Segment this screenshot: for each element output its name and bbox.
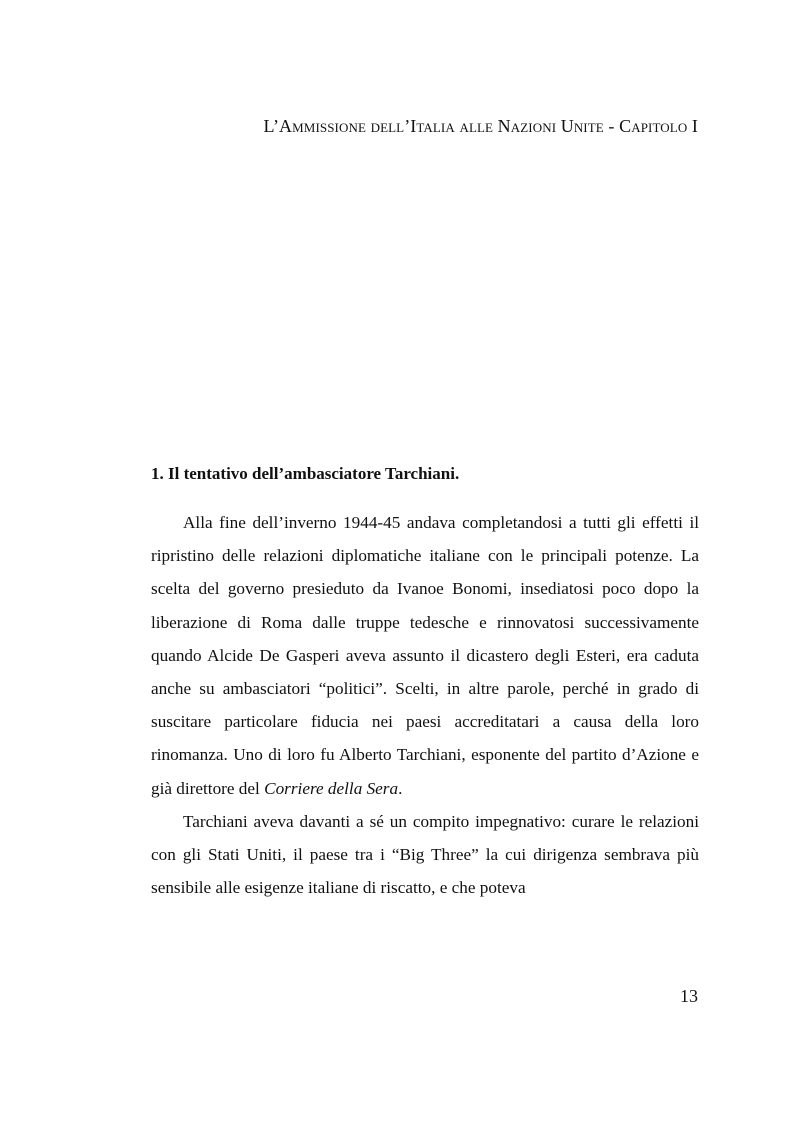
header-book-title: L’Ammissione dell’Italia alle Nazioni Unite: [263, 116, 604, 136]
body-text: [151, 506, 699, 904]
newspaper-title: Corriere della Sera: [264, 778, 399, 798]
page-number: 13: [680, 986, 698, 1006]
header-separator: -: [603, 116, 620, 136]
paragraph-2: Tarchiani aveva davanti a sé un compito impegnativo: curare le relazioni con gli Stati Uniti, il paese tra i “Big Three” la cui dirigenza sembrava più sensibile alle esigenze italiane di riscatto, e che poteva: [151, 811, 699, 898]
paragraph-1: [151, 506, 699, 805]
running-header: [264, 116, 698, 137]
paragraph-1-end: .: [398, 778, 403, 798]
paragraph-1-text: Alla fine dell’inverno 1944-45 andava completandosi a tutti gli effetti il ripristino delle relazioni diplomatiche italiane con le principali potenze. La scelta del governo presieduto da Ivanoe Bonomi, insediatosi poco dopo la liberazione di Roma dalle truppe tedesche e rinnovatosi successivamente quando Alcide De Gasperi aveva assunto il dicastero degli Esteri, era caduta anche su ambasciatori “politici”. Scelti, in altre parole, perché in grado di suscitare particolare fiducia nei paesi accreditatari a causa della loro rinomanza. Uno di loro fu Alberto Tarchiani, esponente del partito d’Azione e già direttore del: [151, 513, 699, 798]
header-chapter: Capitolo I: [619, 116, 698, 136]
section-title: 1. Il tentativo dell’ambasciatore Tarchiani.: [151, 464, 460, 483]
